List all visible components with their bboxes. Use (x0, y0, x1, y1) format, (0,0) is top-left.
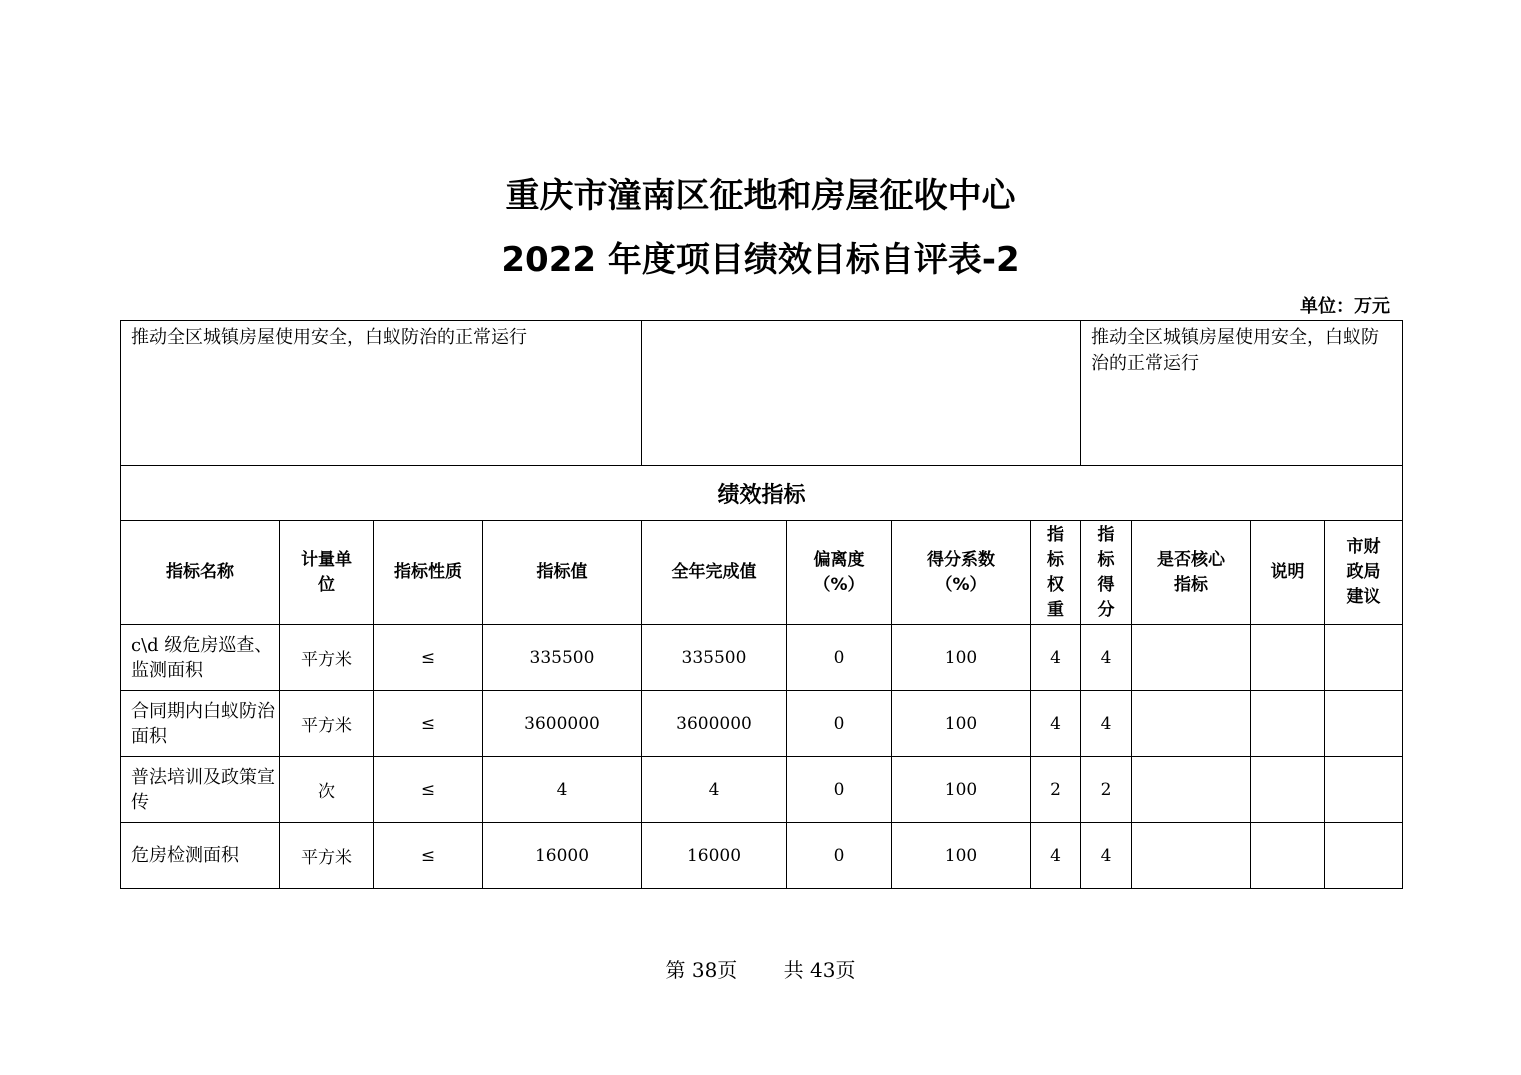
row-weight: 4 (1031, 625, 1081, 691)
row-actual: 4 (642, 757, 787, 823)
row-core (1132, 691, 1251, 757)
header-actual: 全年完成值 (642, 521, 787, 625)
row-weight: 2 (1031, 757, 1081, 823)
row-unit: 平方米 (280, 823, 374, 889)
header-deviation: 偏离度（%） (787, 521, 892, 625)
section-header-row (121, 466, 1403, 521)
goal-row (121, 321, 1403, 466)
row-deviation: 0 (787, 691, 892, 757)
row-target: 4 (483, 757, 642, 823)
table-row (121, 823, 1403, 889)
row-nature: ≤ (374, 625, 483, 691)
row-unit: 次 (280, 757, 374, 823)
goal-right-cell: 推动全区城镇房屋使用安全，白蚁防治的正常运行 (1081, 321, 1403, 466)
row-unit: 平方米 (280, 625, 374, 691)
row-advice (1325, 691, 1403, 757)
header-name: 指标名称 (121, 521, 280, 625)
row-unit: 平方米 (280, 691, 374, 757)
header-target: 指标值 (483, 521, 642, 625)
row-nature: ≤ (374, 757, 483, 823)
row-score: 4 (1081, 823, 1132, 889)
row-coefficient: 100 (892, 757, 1031, 823)
row-score: 2 (1081, 757, 1132, 823)
row-note (1251, 823, 1325, 889)
section-title: 绩效指标 (121, 466, 1403, 521)
table-row (121, 691, 1403, 757)
goal-left-cell: 推动全区城镇房屋使用安全，白蚁防治的正常运行 (121, 321, 642, 466)
page-subtitle: 2022 年度项目绩效目标自评表-2 (501, 240, 1020, 280)
table-row (121, 757, 1403, 823)
row-core (1132, 625, 1251, 691)
row-name: 合同期内白蚁防治面积 (121, 691, 280, 757)
goal-middle-cell (642, 321, 1081, 466)
row-name: c\d 级危房巡查、监测面积 (121, 625, 280, 691)
row-deviation: 0 (787, 823, 892, 889)
header-note: 说明 (1251, 521, 1325, 625)
row-target: 16000 (483, 823, 642, 889)
performance-table (120, 320, 1403, 889)
row-deviation: 0 (787, 625, 892, 691)
row-coefficient: 100 (892, 823, 1031, 889)
header-core: 是否核心指标 (1132, 521, 1251, 625)
row-score: 4 (1081, 691, 1132, 757)
unit-label: 单位：万元 (1300, 296, 1390, 317)
header-weight: 指标权重 (1031, 521, 1081, 625)
row-score: 4 (1081, 625, 1132, 691)
row-target: 3600000 (483, 691, 642, 757)
page-number: 第 38页 (665, 958, 738, 982)
page-total: 共 43页 (783, 958, 856, 982)
header-advice: 市财政局建议 (1325, 521, 1403, 625)
row-note (1251, 625, 1325, 691)
row-note (1251, 757, 1325, 823)
row-coefficient: 100 (892, 691, 1031, 757)
header-score: 指标得分 (1081, 521, 1132, 625)
row-deviation: 0 (787, 757, 892, 823)
row-name: 普法培训及政策宣传 (121, 757, 280, 823)
row-advice (1325, 757, 1403, 823)
row-advice (1325, 823, 1403, 889)
column-header-row (121, 521, 1403, 625)
header-unit: 计量单位 (280, 521, 374, 625)
row-name: 危房检测面积 (121, 823, 280, 889)
row-coefficient: 100 (892, 625, 1031, 691)
header-nature: 指标性质 (374, 521, 483, 625)
row-core (1132, 757, 1251, 823)
row-actual: 16000 (642, 823, 787, 889)
row-actual: 3600000 (642, 691, 787, 757)
row-weight: 4 (1031, 823, 1081, 889)
page-footer (0, 954, 1521, 983)
row-nature: ≤ (374, 823, 483, 889)
row-core (1132, 823, 1251, 889)
row-nature: ≤ (374, 691, 483, 757)
row-target: 335500 (483, 625, 642, 691)
row-weight: 4 (1031, 691, 1081, 757)
page-title: 重庆市潼南区征地和房屋征收中心 (505, 176, 1016, 216)
row-actual: 335500 (642, 625, 787, 691)
table-row (121, 625, 1403, 691)
header-coefficient: 得分系数（%） (892, 521, 1031, 625)
row-note (1251, 691, 1325, 757)
row-advice (1325, 625, 1403, 691)
